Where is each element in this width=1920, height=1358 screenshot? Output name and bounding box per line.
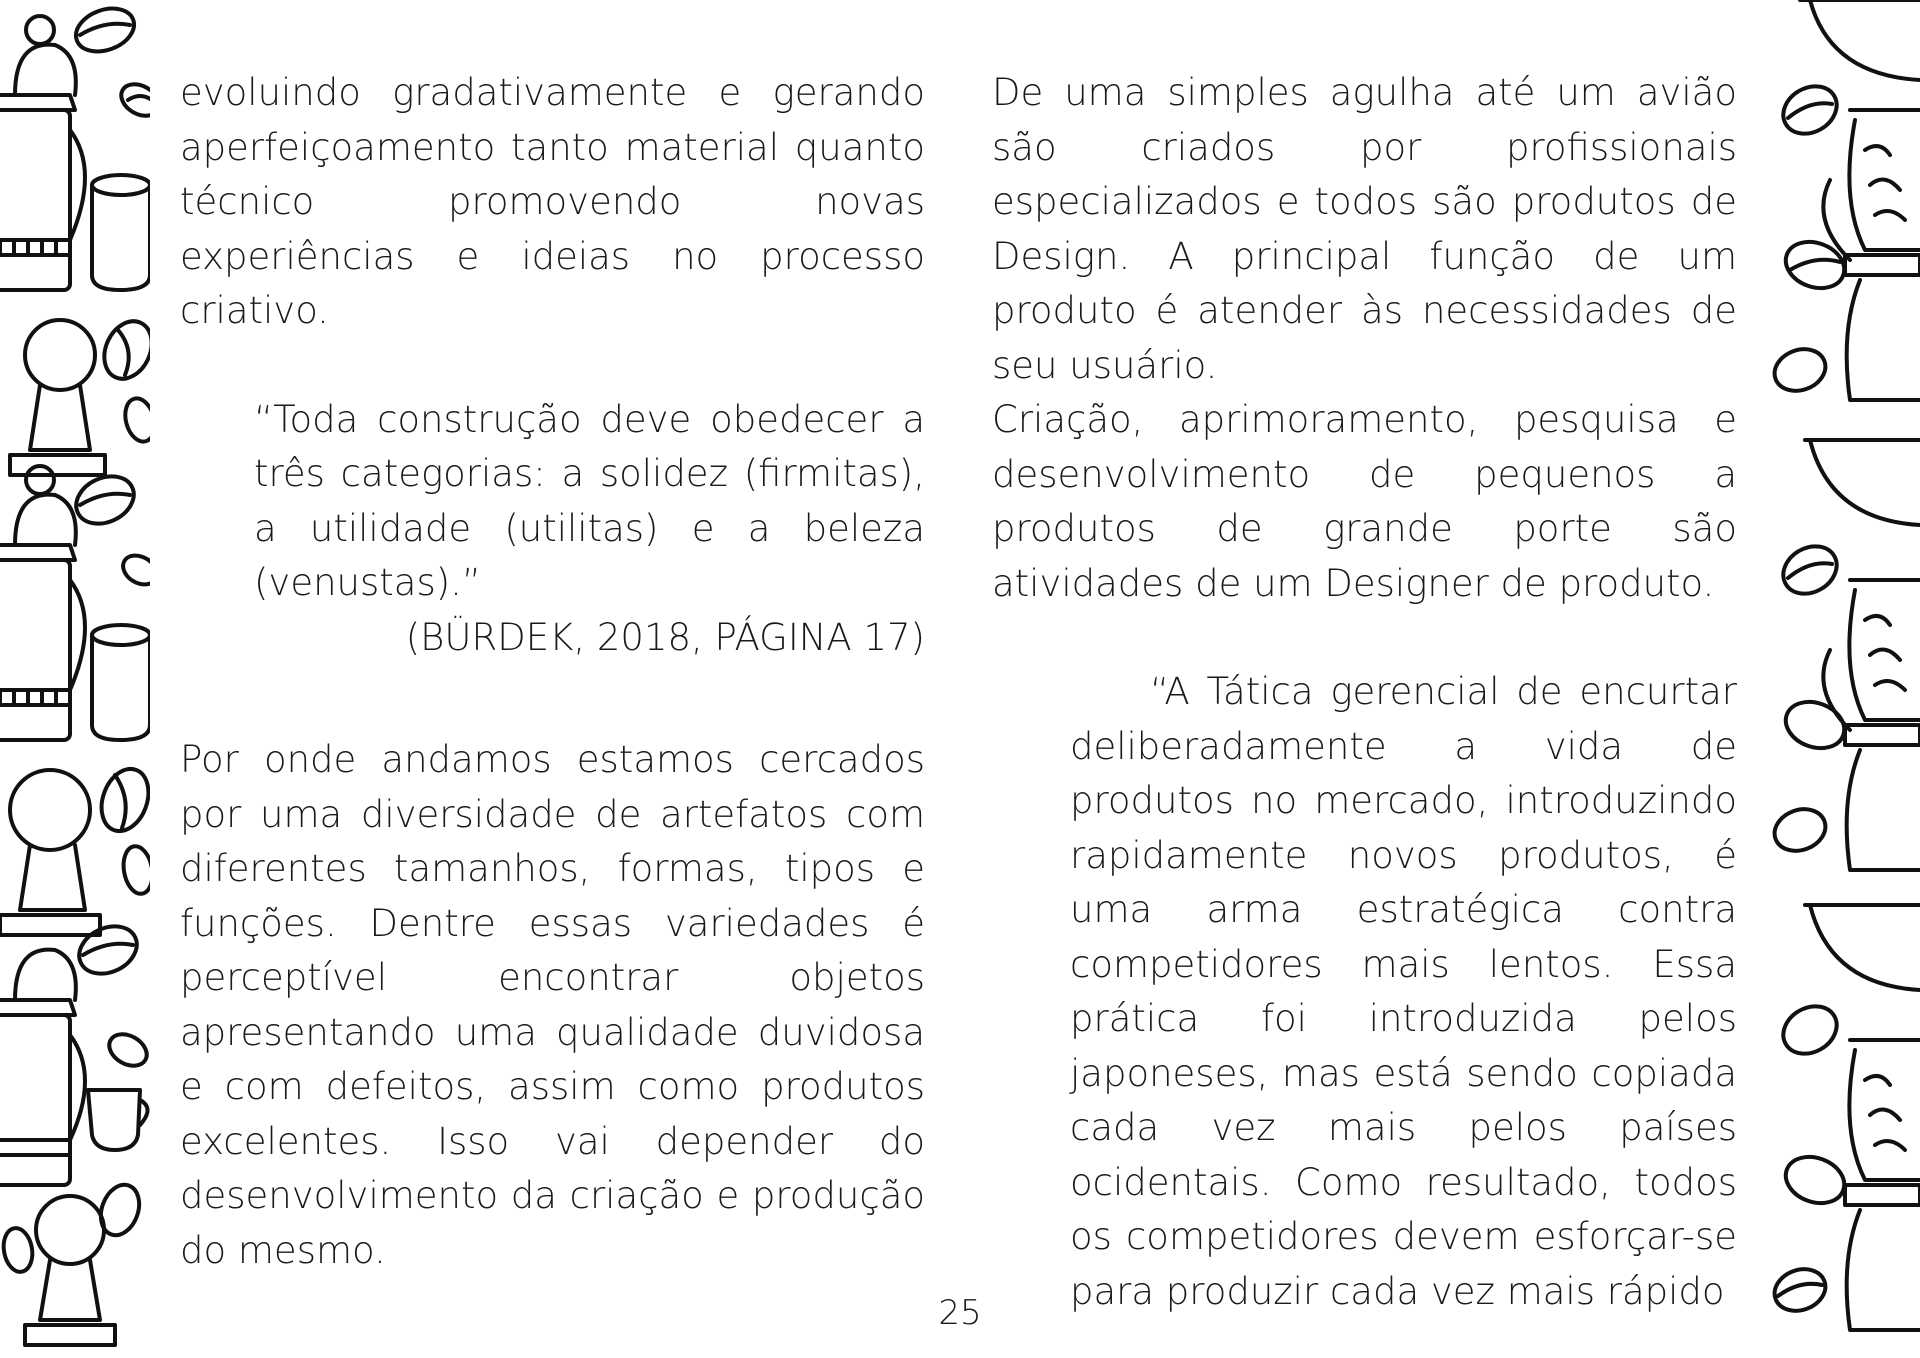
french-press-icon [0,950,85,1185]
tamper-icon [10,320,105,475]
left-paragraph-1: evoluindo gradativamente e gerando aperfeiçoamento tanto material quanto técnico promovendo novas experiências e ideias no processo criativo. [180,71,925,332]
bowl-icon [1805,905,1920,990]
bowl-icon [1805,440,1920,525]
left-text-column [180,66,925,1278]
coffee-grinder-icon [1823,580,1920,870]
coffee-bean-icon [70,1,150,122]
right-block-quote: “A Tática gerencial de encurtar deliberadamente a vida de produtos no mercado, introduzindo rapidamente novos produtos, é uma arma estratégica contra competidores mais lentos. Essa prática foi introduzida pelos japoneses, mas está sendo copiada cada vez mais pelos países ocidentais. Como resultado, todos os competidores devem esforçar-se para produzir cada vez mais rápido [1070,670,1737,1313]
left-quote-citation: (BÜRDEK, 2018, PÁGINA 17) [405,615,925,659]
coffee-bean-icon [72,917,150,1072]
right-paragraph-2: Criação, aprimoramento, pesquisa e desenvolvimento de pequenos a produtos de grande porte são atividades de um Designer de produto. [992,398,1737,605]
cup-icon [92,625,150,740]
right-paragraph-1: De uma simples agulha até um avião são criados por profissionais especializados e todos são produtos de Design. A principal função de um produto é atender às necessidades de seu usuário. [992,71,1737,387]
coffee-bean-icon [0,1179,145,1274]
french-press-icon [0,16,85,290]
coffee-bean-icon [95,314,150,445]
coffee-bean-icon [93,762,150,896]
coffee-bean-icon [1770,537,1851,858]
left-block-quote: “Toda construção deve obedecer a três categorias: a solidez (firmitas), a utilidade (utilitas) e a beleza (venustas).” [254,397,925,604]
coffee-bean-icon [1770,77,1851,398]
french-press-icon [0,466,85,740]
page-number: 25 [938,1293,982,1333]
coffee-grinder-icon [1845,1040,1920,1330]
coffee-bean-icon [69,467,150,590]
bowl-icon [1800,0,1920,80]
cup-icon [88,1090,148,1150]
left-paragraph-2: Por onde andamos estamos cercados por uma diversidade de artefatos com diferentes tamanhos, formas, tipos e funções. Dentre essas variedades é perceptível encontrar objetos apresentando uma qualidade duvidosa e com defeitos, assim como produtos excelentes. Isso vai depender do desenvolvimento da criação e produção do mesmo. [180,738,925,1272]
right-text-column [992,66,1737,1319]
right-coffee-border [1770,0,1920,1358]
left-coffee-border [0,0,150,1358]
cup-icon [92,175,150,290]
tamper-icon [0,770,100,935]
coffee-bean-icon [1770,997,1851,1318]
